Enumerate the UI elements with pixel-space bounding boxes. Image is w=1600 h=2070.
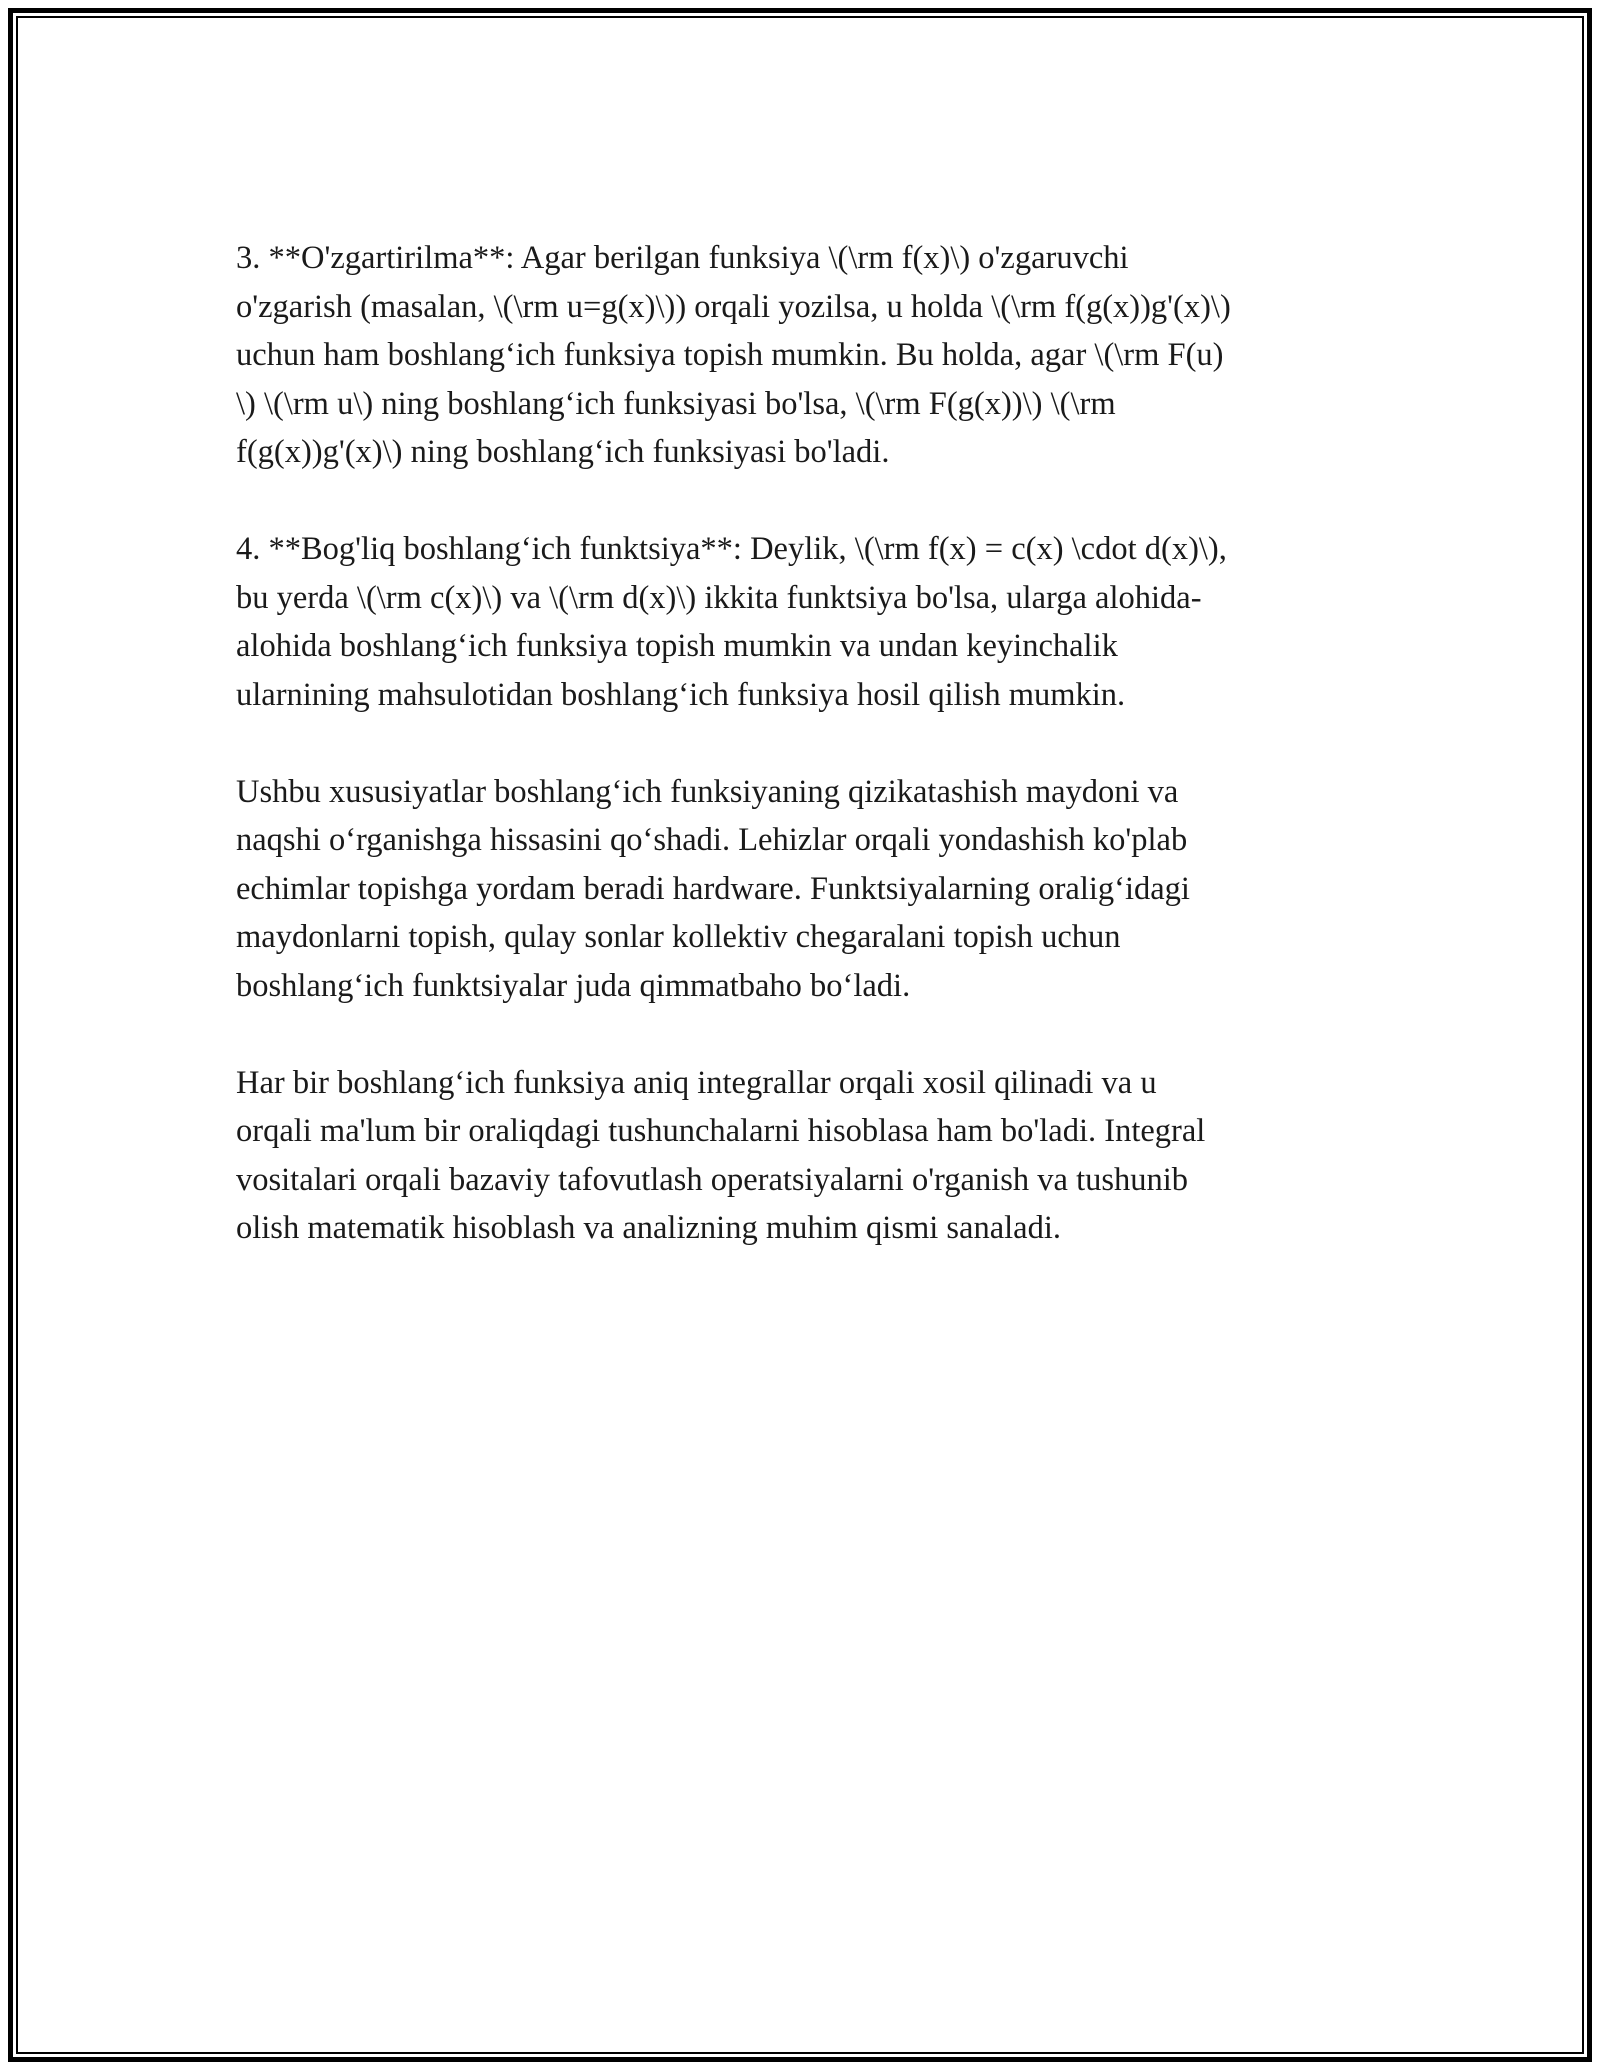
text-line: maydonlarni topish, qulay sonlar kollektiv chegaralani topish uchun [236,919,1121,955]
text-line: 4. **Bog'liq boshlang‘ich funktsiya**: Deylik, \(\rm f(x) = c(x) \cdot d(x)\), [236,531,1227,567]
document-body [236,234,1366,1301]
text-line: orqali ma'lum bir oraliqdagi tushunchalarni hisoblasa ham bo'ladi. Integral [236,1113,1206,1149]
text-line: ularnining mahsulotidan boshlang‘ich funksiya hosil qilish mumkin. [236,676,1126,713]
text-line: echimlar topishga yordam beradi hardware. Funktsiyalarning oralig‘idagi [236,870,1190,907]
paragraph-product-property [236,525,1366,719]
paragraph-substitution-property [236,234,1366,477]
text-line: Ushbu xususiyatlar boshlang‘ich funksiyaning qizikatashish maydoni va [236,773,1179,810]
text-line: 3. **O'zgartirilma**: Agar berilgan funksiya \(\rm f(x)\) o'zgaruvchi [236,240,1129,276]
text-line: f(g(x))g'(x)\) ning boshlang‘ich funksiyasi bo'ladi. [236,434,890,470]
text-line: bu yerda \(\rm c(x)\) va \(\rm d(x)\) ikkita funktsiya bo'lsa, ularga alohida- [236,579,1202,616]
text-line: olish matematik hisoblash va analizning muhim qismi sanaladi. [236,1210,1062,1246]
text-line: \) \(\rm u\) ning boshlang‘ich funksiyasi bo'lsa, \(\rm F(g(x))\) \(\rm [236,385,1116,422]
text-line: alohida boshlang‘ich funksiya topish mumkin va undan keyinchalik [236,628,1118,664]
paragraph-integrals-conclusion [236,1059,1366,1253]
text-line: boshlang‘ich funktsiyalar juda qimmatbaho bo‘ladi. [236,967,911,1004]
text-line: uchun ham boshlang‘ich funksiya topish mumkin. Bu holda, agar \(\rm F(u) [236,337,1224,373]
text-line: naqshi o‘rganishga hissasini qo‘shadi. Lehizlar orqali yondashish ko'plab [236,822,1188,858]
text-line: o'zgarish (masalan, \(\rm u=g(x)\)) orqali yozilsa, u holda \(\rm f(g(x))g'(x)\) [236,288,1231,325]
text-line: vositalari orqali bazaviy tafovutlash operatsiyalarni o'rganish va tushunib [236,1161,1189,1198]
paragraph-properties-summary [236,768,1366,1011]
text-line: Har bir boshlang‘ich funksiya aniq integrallar orqali xosil qilinadi va u [236,1064,1157,1101]
